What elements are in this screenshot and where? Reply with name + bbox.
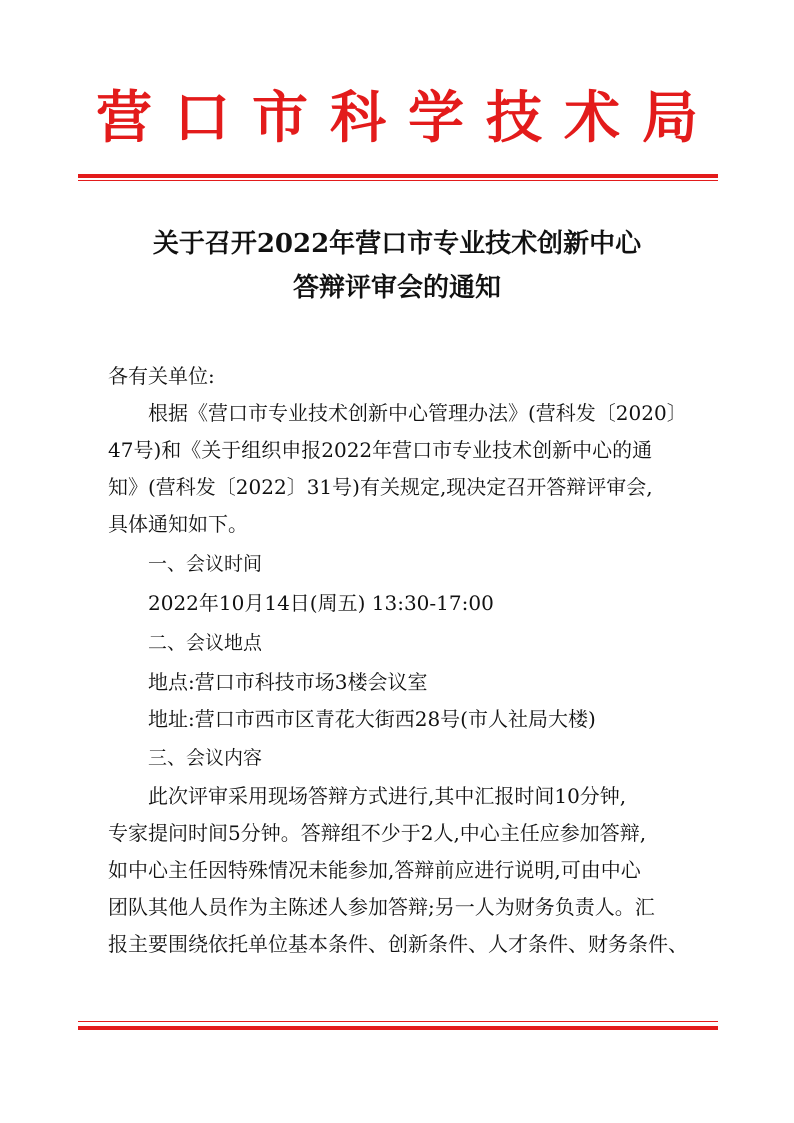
document-title-line1: 关于召开2022年营口市专业技术创新中心 xyxy=(152,229,642,259)
intro-line-1: 根据《营口市专业技术创新中心管理办法》(营科发〔2020〕 xyxy=(148,401,687,425)
footer-rule-thick xyxy=(78,1026,718,1030)
section3-line-2: 专家提问时间5分钟。答辩组不少于2人,中心主任应参加答辩, xyxy=(108,821,647,845)
header-rule-thin xyxy=(78,180,718,181)
intro-line-4: 具体通知如下。 xyxy=(108,512,248,536)
section3-line-4: 团队其他人员作为主陈述人参加答辩;另一人为财务负责人。汇 xyxy=(108,895,655,919)
section1-time: 2022年10月14日(周五) 13:30-17:00 xyxy=(148,591,494,615)
footer-rule-thin xyxy=(78,1021,718,1022)
section3-line-5: 报主要围绕依托单位基本条件、创新条件、人才条件、财务条件、 xyxy=(108,932,688,956)
section2-address: 地址:营口市西市区青花大街西28号(市人社局大楼) xyxy=(148,707,596,731)
section2-place: 地点:营口市科技市场3楼会议室 xyxy=(148,670,428,694)
salutation: 各有关单位: xyxy=(108,364,215,388)
intro-line-3: 知》(营科发〔2022〕31号)有关规定,现决定召开答辩评审会, xyxy=(108,475,653,499)
section3-line-3: 如中心主任因特殊情况未能参加,答辩前应进行说明,可由中心 xyxy=(108,858,641,882)
header-rule-thick xyxy=(78,174,718,178)
document-title-line2: 答辩评审会的通知 xyxy=(292,273,501,303)
intro-line-2: 47号)和《关于组织申报2022年营口市专业技术创新中心的通 xyxy=(108,438,653,462)
section1-heading: 一、会议时间 xyxy=(148,553,263,575)
section3-line-1: 此次评审采用现场答辩方式进行,其中汇报时间10分钟, xyxy=(148,784,627,808)
section3-heading: 三、会议内容 xyxy=(148,747,263,769)
masthead: 营口市科学技术局 xyxy=(96,85,720,151)
section2-heading: 二、会议地点 xyxy=(148,632,263,654)
